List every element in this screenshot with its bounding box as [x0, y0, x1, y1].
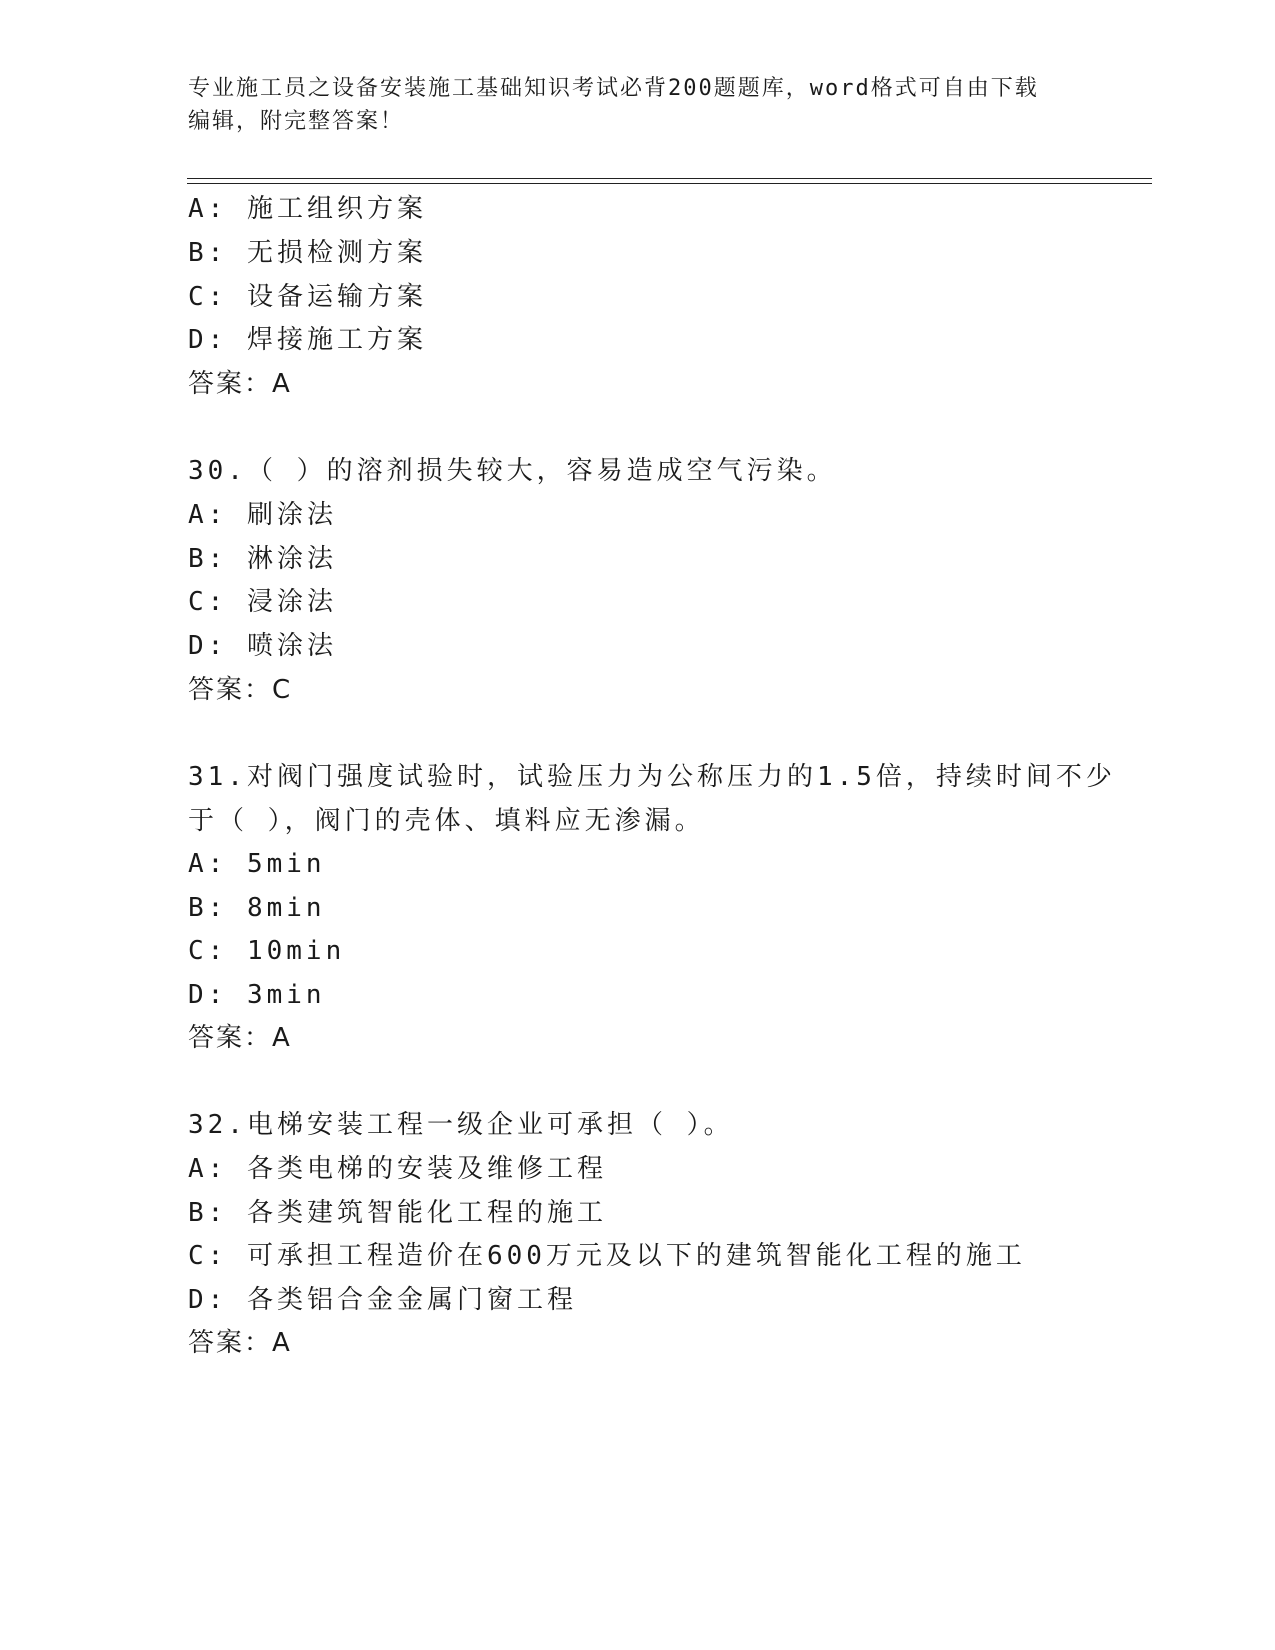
document-header	[188, 72, 1088, 138]
q30-option-d: D: 喷涂法	[188, 631, 337, 661]
q29-option-a: A: 施工组织方案	[188, 194, 427, 224]
q31-option-d: D: 3min	[188, 980, 326, 1010]
q31-answer: 答案：A	[188, 1023, 292, 1053]
q32-option-b: B: 各类建筑智能化工程的施工	[188, 1198, 607, 1228]
header-divider-top	[187, 178, 1152, 179]
q32-stem: 32.电梯安装工程一级企业可承担（ ）。	[188, 1110, 734, 1140]
header-divider-bottom	[187, 183, 1152, 184]
q29-answer: 答案：A	[188, 369, 292, 399]
q32-answer: 答案：A	[188, 1328, 292, 1358]
header-line-1: 专业施工员之设备安装施工基础知识考试必背200题题库，word格式可自由下载	[188, 76, 1039, 101]
q29-option-c: C: 设备运输方案	[188, 282, 427, 312]
q32-option-a: A: 各类电梯的安装及维修工程	[188, 1154, 607, 1184]
q31-stem-line-2: 于（ ），阀门的壳体、填料应无渗漏。	[188, 806, 705, 836]
q30-stem: 30.（ ）的溶剂损失较大，容易造成空气污染。	[188, 456, 837, 486]
q32-option-d: D: 各类铝合金金属门窗工程	[188, 1285, 577, 1315]
q30-option-a: A: 刷涂法	[188, 500, 337, 530]
q30-option-c: C: 浸涂法	[188, 587, 337, 617]
q32-option-c: C: 可承担工程造价在600万元及以下的建筑智能化工程的施工	[188, 1241, 1026, 1271]
q29-option-b: B: 无损检测方案	[188, 238, 427, 268]
q31-option-b: B: 8min	[188, 893, 326, 923]
q30-answer: 答案：C	[188, 675, 293, 705]
q31-stem-line-1: 31.对阀门强度试验时，试验压力为公称压力的1.5倍，持续时间不少	[188, 762, 1116, 792]
header-line-2: 编辑，附完整答案！	[188, 109, 405, 134]
q29-option-d: D: 焊接施工方案	[188, 325, 427, 355]
q31-option-c: C: 10min	[188, 936, 346, 966]
q31-option-a: A: 5min	[188, 849, 326, 879]
q30-option-b: B: 淋涂法	[188, 544, 337, 574]
